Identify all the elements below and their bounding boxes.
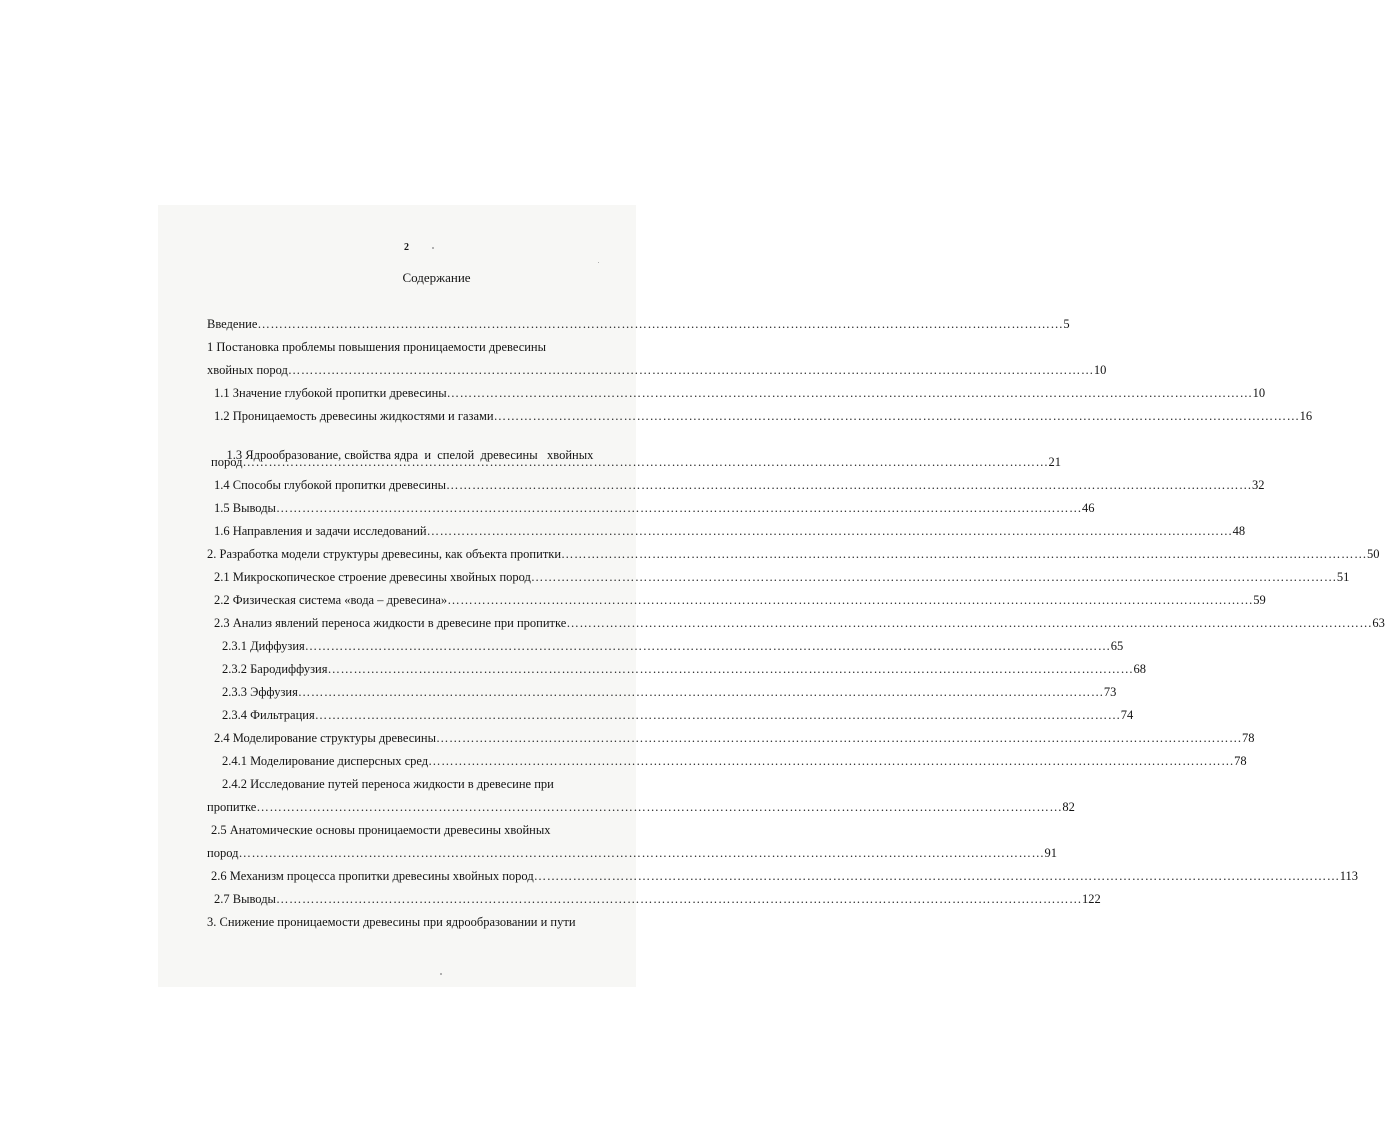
toc-entry-text: пород <box>207 846 239 860</box>
toc-entry[interactable] <box>222 638 1124 654</box>
dot-leader <box>436 730 1242 746</box>
toc-entry-text: 1.6 Направления и задачи исследований <box>214 524 427 538</box>
toc-entry-page: 50 <box>1367 547 1380 561</box>
toc-entry-text: 2.4.2 Исследование путей переноса жидкости в древесине при <box>222 777 554 791</box>
toc-entry[interactable] <box>211 822 551 838</box>
toc-entry-text: 1.1 Значение глубокой пропитки древесины <box>214 386 447 400</box>
toc-entry-page: 32 <box>1252 478 1265 492</box>
toc-entry[interactable] <box>214 615 1385 631</box>
toc-entry-page: 63 <box>1372 616 1385 630</box>
toc-entry-page: 73 <box>1103 685 1117 699</box>
scan-speck <box>598 262 599 263</box>
dot-leader <box>242 454 1048 470</box>
toc-entry-page: 113 <box>1339 869 1358 883</box>
dot-leader <box>566 615 1372 631</box>
toc-entry-page: 48 <box>1232 524 1246 538</box>
dot-leader <box>447 592 1253 608</box>
toc-entry-text: 2.7 Выводы <box>214 892 276 906</box>
toc-entry-page: 10 <box>1093 363 1107 377</box>
dot-leader <box>276 500 1082 516</box>
toc-entry[interactable] <box>214 523 1246 539</box>
toc-entry-text: хвойных пород <box>207 363 288 377</box>
toc-entry[interactable] <box>214 500 1095 516</box>
toc-entry-text: 2.3 Анализ явлений переноса жидкости в древесине при пропитке <box>214 616 567 630</box>
dot-leader <box>447 385 1253 401</box>
toc-entry-text: 2.3.3 Эффузия <box>222 685 298 699</box>
toc-entry[interactable] <box>207 845 1057 861</box>
toc-entry-text: 2. Разработка модели структуры древесины, как объекта пропитки <box>207 547 562 561</box>
toc-entry-text: 2.1 Микроскопическое строение древесины хвойных пород <box>214 570 531 584</box>
toc-entry[interactable] <box>214 592 1266 608</box>
toc-entry-text: 2.3.4 Фильтрация <box>222 708 315 722</box>
toc-entry[interactable] <box>222 707 1134 723</box>
dot-leader <box>256 799 1062 815</box>
toc-entry-text: 2.2 Физическая система «вода – древесина» <box>214 593 448 607</box>
dot-leader <box>534 868 1340 884</box>
toc-entry[interactable] <box>207 316 1070 332</box>
toc-entry-text: 2.5 Анатомические основы проницаемости древесины хвойных <box>211 823 551 837</box>
toc-entry-text: Введение <box>207 317 258 331</box>
toc-entry-text: 2.4 Моделирование структуры древесины <box>214 731 437 745</box>
toc-entry[interactable] <box>214 891 1101 907</box>
dot-leader <box>315 707 1121 723</box>
toc-entry-text: пропитке <box>207 800 257 814</box>
toc-entry[interactable] <box>222 753 1247 769</box>
dot-leader <box>561 546 1367 562</box>
toc-entry-page: 91 <box>1044 846 1057 860</box>
toc-entry-page: 46 <box>1081 501 1095 515</box>
toc-entry-page: 78 <box>1242 731 1255 745</box>
dot-leader <box>298 684 1104 700</box>
toc-entry-text: 3. Снижение проницаемости древесины при ядрообразовании и пути <box>207 915 576 929</box>
toc-entry-text: 2.6 Механизм процесса пропитки древесины хвойных пород <box>211 869 534 883</box>
toc-entry-text: 1.3 Ядрообразование, свойства ядра и спелой древесины хвойных <box>226 448 594 462</box>
scan-speck <box>440 973 442 975</box>
toc-entry[interactable] <box>214 477 1265 493</box>
dot-leader <box>305 638 1111 654</box>
toc-entry[interactable] <box>207 339 546 355</box>
toc-entry-text: 2.3.1 Диффузия <box>222 639 305 653</box>
toc-entry-page: 68 <box>1133 662 1146 676</box>
toc-entry[interactable] <box>207 546 1380 562</box>
toc-title: Содержание <box>402 270 471 285</box>
toc-entry-page: 82 <box>1062 800 1075 814</box>
toc-entry[interactable] <box>222 661 1146 677</box>
toc-entry[interactable] <box>222 684 1117 700</box>
toc-entry[interactable] <box>214 431 594 462</box>
dot-leader <box>428 753 1234 769</box>
toc-entry-text: 2.3.2 Бародиффузия <box>222 662 328 676</box>
toc-entry[interactable] <box>214 730 1255 746</box>
toc-entry-text: 1.5 Выводы <box>214 501 276 515</box>
dot-leader <box>288 362 1094 378</box>
toc-entry-page: 65 <box>1110 639 1124 653</box>
toc-entry[interactable] <box>207 914 576 930</box>
toc-entry-page: 21 <box>1048 455 1061 469</box>
toc-entry[interactable] <box>207 362 1107 378</box>
toc-entry[interactable] <box>214 569 1350 585</box>
dot-leader <box>327 661 1133 677</box>
toc-entry-page: 59 <box>1253 593 1266 607</box>
toc-entry-text: 1.4 Способы глубокой пропитки древесины <box>214 478 447 492</box>
toc-entry[interactable] <box>211 454 1061 470</box>
scan-speck <box>432 247 434 249</box>
toc-entry-page: 5 <box>1063 317 1070 331</box>
toc-entry-page: 51 <box>1336 570 1350 584</box>
dot-leader <box>494 408 1300 424</box>
toc-entry[interactable] <box>222 776 554 792</box>
page-number: 2 <box>404 242 409 253</box>
toc-entry-text: 1 Постановка проблемы повышения проницаемости древесины <box>207 340 547 354</box>
dot-leader <box>257 316 1063 332</box>
toc-entry-page: 78 <box>1234 754 1247 768</box>
toc-entry-page: 16 <box>1299 409 1313 423</box>
toc-entry-text: 2.4.1 Моделирование дисперсных сред <box>222 754 429 768</box>
toc-entry[interactable] <box>214 385 1266 401</box>
toc-entry-text: 1.2 Проницаемость древесины жидкостями и газами <box>214 409 494 423</box>
dot-leader <box>276 891 1082 907</box>
dot-leader <box>427 523 1233 539</box>
dot-leader <box>531 569 1337 585</box>
toc-entry[interactable] <box>214 408 1313 424</box>
toc-entry-text: пород <box>211 455 243 469</box>
dot-leader <box>238 845 1044 861</box>
dot-leader <box>446 477 1252 493</box>
toc-entry[interactable] <box>207 799 1075 815</box>
toc-entry-page: 10 <box>1252 386 1266 400</box>
toc-entry-page: 74 <box>1120 708 1134 722</box>
toc-entry-page: 122 <box>1081 892 1101 906</box>
toc-entry[interactable] <box>211 868 1358 884</box>
